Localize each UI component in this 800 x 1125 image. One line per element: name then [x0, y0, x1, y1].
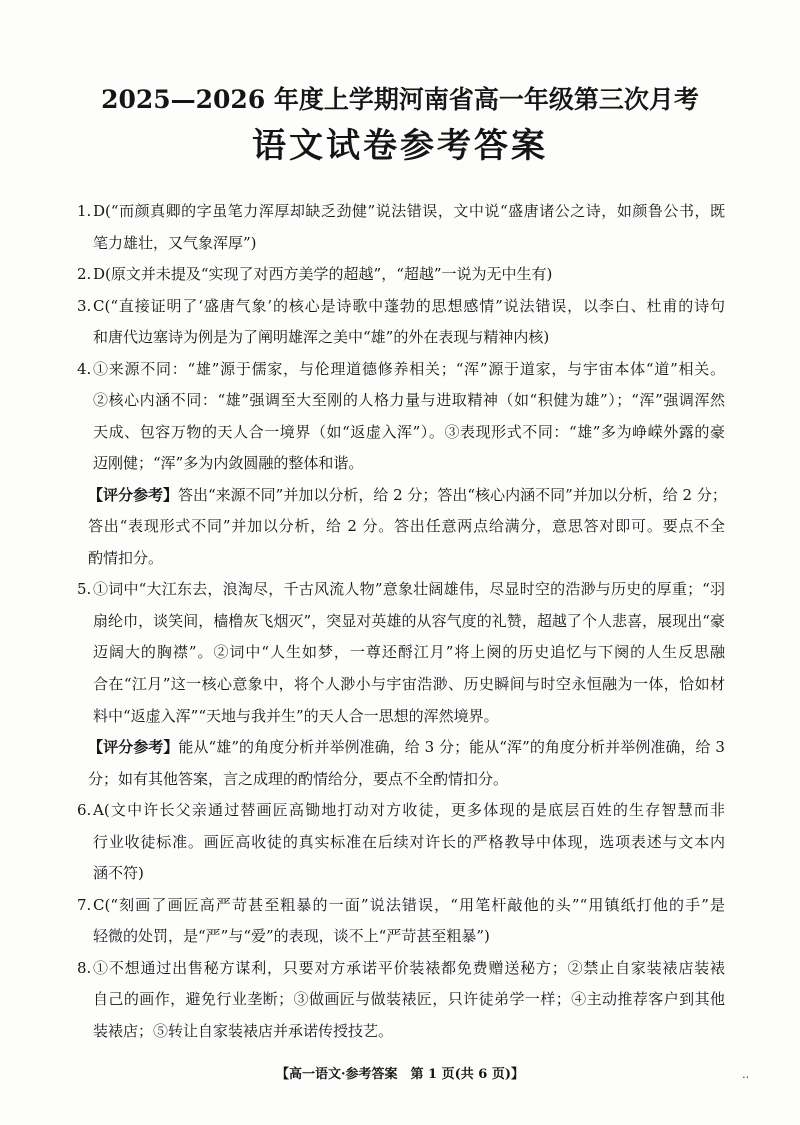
answer-5-scoring-line-1: [88, 732, 725, 764]
answer-7-line-1: C(“刻画了画匠高严苛甚至粗暴的一面”说法错误，“用笔杆敲他的头”“用镇纸打他的手”是: [93, 895, 725, 914]
answer-5-scoring-text: 能从“雄”的角度分析并举例准确，给 3 分；能从“浑”的角度分析并举例准确，给 3: [178, 738, 725, 757]
answer-4-line-3: 天成、包容万物的天人合一境界（如“返虚入浑”）。③表现形式不同：“雄”多为峥嵘外露的豪: [93, 422, 725, 441]
answer-item-3: [0, 291, 800, 354]
answer-6-number: 6.: [77, 801, 92, 820]
answer-3-line-1: C(“直接证明了‘盛唐气象’的核心是诗歌中蓬勃的思想感情”说法错误，以李白、杜甫的诗句: [93, 296, 725, 315]
answer-4-scoring-text: 答出“来源不同”并加以分析，给 2 分；答出“核心内涵不同”并加以分析，给 2 分；: [178, 485, 727, 504]
answer-6-line-1: A(文中许长父亲通过替画匠高锄地打动对方收徒，更多体现的是底层百姓的生存智慧而非: [93, 801, 725, 820]
answer-item-8: [0, 953, 800, 1048]
document-subtitle: 语文试卷参考答案: [252, 126, 548, 166]
answer-8-line-1: ①不想通过出售秘方谋利，只要对方承诺平价装裱都免费赠送秘方；②禁止自家装裱店装裱: [93, 958, 725, 977]
answer-5-scoring: [0, 732, 800, 795]
answer-5-line-4: 合在“江月”这一核心意象中，将个人渺小与宇宙浩渺、历史瞬间与时空永恒融为一体，恰如材: [93, 674, 725, 693]
answer-item-7: [0, 890, 800, 953]
answer-5-scoring-line-2: 分；如有其他答案，言之成理的酌情给分，要点不全酌情扣分。: [88, 769, 509, 788]
answer-item-4: [0, 354, 800, 575]
answer-4-line-2: ②核心内涵不同：“雄”强调至大至刚的人格力量与进取精神（如“积健为雄”）；“浑”强调浑然: [93, 391, 725, 410]
answer-3-line-2: 和唐代边塞诗为例是为了阐明雄浑之美中“雄”的外在表现与精神内核): [93, 328, 550, 347]
answer-item-6: [0, 795, 800, 890]
answer-1-line-2: 笔力雄壮，又气象浑厚”): [93, 233, 257, 252]
answer-5-line-2: 扇纶巾，谈笑间，樯橹灰飞烟灭”，突显对英雄的从容气度的礼赞，超越了个人悲喜，展现出“豪: [93, 611, 725, 630]
answer-8-line-3: 装裱店；⑤转让自家装裱店并承诺传授技艺。: [93, 1021, 394, 1040]
answer-5-line-5: 料中“返虚入浑”“天地与我并生”的天人合一思想的浑然境界。: [93, 706, 499, 725]
scoring-label: 【评分参考】: [88, 485, 179, 504]
answer-4-number: 4.: [77, 359, 92, 378]
answer-5-line-3: 迈阔大的胸襟”。②词中“人生如梦，一尊还酹江月”将上阕的历史追忆与下阕的人生反思融: [93, 643, 725, 662]
answer-5-line-1: ①词中“大江东去，浪淘尽，千古风流人物”意象壮阔雄伟，尽显时空的浩渺与历史的厚重；“羽: [93, 580, 725, 599]
answer-1-line-1: D(“而颜真卿的字虽笔力浑厚却缺乏劲健”说法错误，文中说“盛唐诸公之诗，如颜鲁公书，既: [93, 202, 725, 220]
exam-title: 2025—2026 年度上学期河南省高一年级第三次月考: [101, 85, 699, 114]
answer-4-scoring-line-1: [88, 480, 725, 512]
answer-item-2: [0, 259, 800, 291]
answer-list: [0, 196, 800, 1047]
answer-4-line-1: ①来源不同：“雄”源于儒家，与伦理道德修养相关；“浑”源于道家，与宇宙本体“道”相关。: [93, 359, 725, 378]
answer-7-number: 7.: [77, 895, 92, 914]
answer-7-line-2: 轻微的处罚，是“严”与“爱”的表现，谈不上“严苛甚至粗暴”): [93, 927, 490, 946]
answer-4-line-4: 迈刚健；“浑”多为内敛圆融的整体和谐。: [93, 454, 364, 473]
answer-5-number: 5.: [77, 580, 92, 599]
answer-8-line-2: 自己的画作，避免行业垄断；③做画匠与做装裱匠，只许徒弟学一样；④主动推荐客户到其他: [93, 990, 725, 1009]
answer-2-line-1: D(原文并未提及“实现了对西方美学的超越”，“超越”一说为无中生有): [93, 265, 553, 284]
answer-3-number: 3.: [77, 296, 92, 315]
answer-6-line-2: 行业收徒标准。画匠高收徒的真实标准在后续对许长的严格教导中体现，选项表述与文本内: [93, 832, 725, 851]
answer-item-1: [0, 196, 800, 259]
answer-4-scoring: [0, 480, 800, 575]
scoring-label: 【评分参考】: [88, 738, 179, 757]
answer-6-line-3: 涵不符): [93, 864, 144, 883]
corner-mark: ‥: [742, 1068, 750, 1081]
answer-2-number: 2.: [77, 265, 92, 284]
answer-8-number: 8.: [77, 958, 92, 977]
answer-4-scoring-line-2: 答出“表现形式不同”并加以分析，给 2 分。答出任意两点给满分，意思答对即可。要点不全: [88, 517, 725, 536]
answer-4-scoring-line-3: 酌情扣分。: [88, 548, 164, 567]
answer-1-number: 1.: [77, 202, 92, 220]
page-footer: 【高一语文·参考答案 第 1 页(共 6 页)】: [275, 1067, 525, 1082]
answer-item-5: [0, 574, 800, 795]
